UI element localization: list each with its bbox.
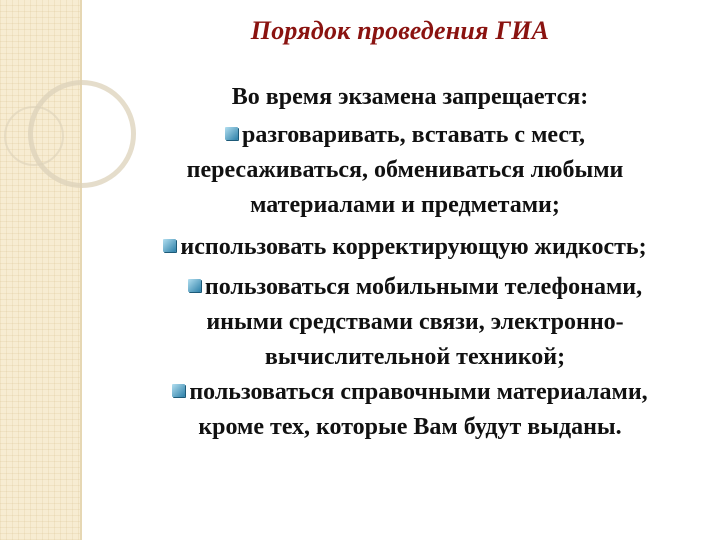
list-item [110,375,710,445]
list-item-line: кроме тех, которые Вам будут выданы. [198,414,622,440]
square-bullet-icon [172,384,185,397]
list-item-line: использовать корректирующую жидкость; [95,230,715,265]
square-bullet-icon [225,127,238,140]
list-item-line: вычислительной техникой; [264,344,566,370]
list-item [95,230,715,265]
square-bullet-icon [188,279,201,292]
decorative-circle-small [4,106,64,166]
slide-title: Порядок проведения ГИА [250,16,550,45]
list-item-line: пользоваться мобильными телефонами, [130,270,700,305]
list-item-line: разговаривать, вставать с мест, [120,118,690,153]
list-item [120,118,690,223]
list-item-line: пользоваться справочными материалами, [110,375,710,410]
list-item-line: материалами и предметами; [250,192,560,218]
square-bullet-icon [163,239,176,252]
slide-subtitle: Во время экзамена запрещается: [231,84,589,110]
list-item [130,270,700,375]
list-item-line: пересаживаться, обмениваться любыми [186,157,624,183]
list-item-line: иными средствами связи, электронно- [206,309,624,335]
